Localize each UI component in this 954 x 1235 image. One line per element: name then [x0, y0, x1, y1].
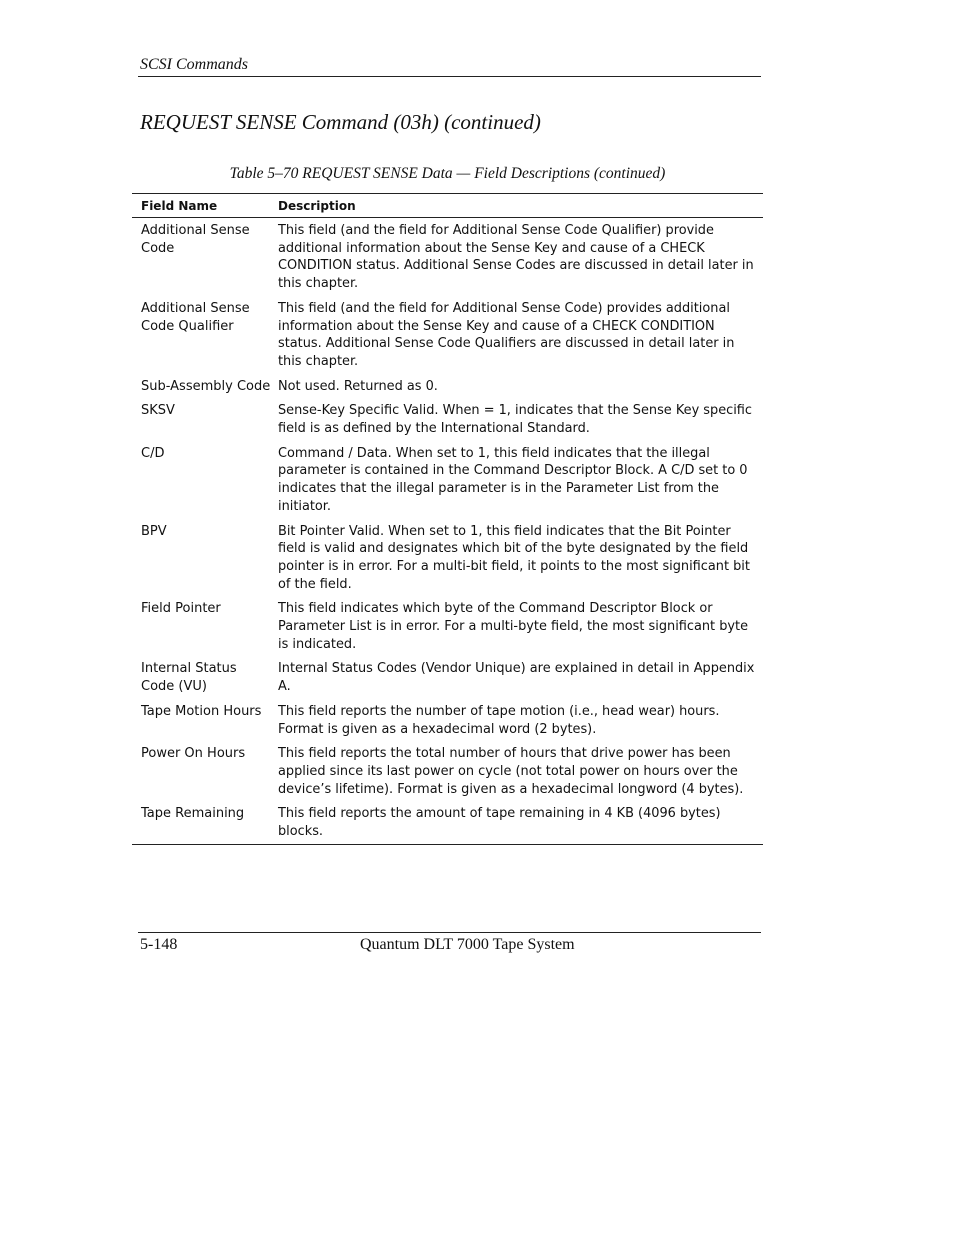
description-cell: This field reports the number of tape motion (i.e., head wear) hours. Format is given as a hexadecimal word (2 bytes). — [278, 703, 720, 737]
table-row — [132, 218, 763, 297]
table-row — [132, 442, 763, 520]
field-name-cell: Field Pointer — [141, 601, 221, 617]
table-caption: Table 5–70 REQUEST SENSE Data — Field Descriptions (continued) — [229, 165, 666, 182]
field-name-cell: C/D — [141, 445, 165, 461]
field-name-cell: Tape Remaining — [132, 802, 278, 844]
table-row — [132, 597, 763, 657]
field-descriptions-table — [132, 193, 763, 845]
description-cell: This field (and the field for Additional Sense Code Qualifier) provide additional information about the Sense Key and cause of a CHECK CONDITION status. Additional Sense Codes are discussed in detail later in this chapter. — [278, 223, 754, 292]
header-rule — [138, 76, 761, 77]
page-number: 5-148 — [140, 936, 178, 953]
field-name-cell: Additional Sense Code Qualifier — [141, 300, 250, 334]
table-row — [132, 802, 763, 844]
table-row — [132, 375, 763, 400]
column-header-field-name: Field Name — [132, 194, 278, 218]
table-header-row — [132, 194, 763, 218]
field-name-cell: Additional Sense Code — [141, 223, 250, 256]
field-name-cell: BPV — [141, 523, 167, 539]
table-row — [132, 520, 763, 598]
field-name-cell: Power On Hours — [141, 746, 246, 762]
section-title: REQUEST SENSE Command (03h) (continued) — [140, 110, 541, 134]
table-row — [132, 742, 763, 802]
description-cell: Command / Data. When set to 1, this field indicates that the illegal parameter is contained in the Command Descriptor Block. A C/D set to 0 indicates that the illegal parameter is in the Parameter List from the initiator. — [278, 445, 748, 514]
description-cell: Sense-Key Specific Valid. When = 1, indicates that the Sense Key specific field is as defined by the International Standard. — [278, 403, 753, 437]
description-cell: Bit Pointer Valid. When set to 1, this field indicates that the Bit Pointer field is valid and designates which bit of the byte designated by the field pointer is in error. For a multi-bit field, it points to the most significant bit of the field. — [278, 523, 750, 592]
document-title: Quantum DLT 7000 Tape System — [360, 936, 575, 953]
table-row — [132, 297, 763, 375]
table-row — [132, 657, 763, 699]
description-cell: This field indicates which byte of the Command Descriptor Block or Parameter List is in error. For a multi-byte field, the most significant byte is indicated. — [278, 601, 749, 652]
description-cell: Internal Status Codes (Vendor Unique) are explained in detail in Appendix A. — [278, 661, 755, 695]
description-cell: Not used. Returned as 0. — [278, 378, 438, 394]
field-name-cell: Sub-Assembly Code — [141, 378, 271, 394]
field-name-cell: Internal Status Code (VU) — [141, 661, 237, 695]
running-head: SCSI Commands — [140, 56, 249, 73]
table-row — [132, 700, 763, 742]
description-cell: This field (and the field for Additional Sense Code) provides additional information about the Sense Key and cause of a CHECK CONDITION status. Additional Sense Code Qualifiers are discussed in detail later in this chapter. — [278, 300, 735, 369]
footer-rule — [138, 932, 761, 933]
table-row — [132, 399, 763, 441]
field-name-cell: SKSV — [141, 403, 175, 419]
description-cell: This field reports the total number of hours that drive power has been applied since its last power on cycle (not total power on hours over the device’s lifetime). Format is given as a hexadecimal longword (4 bytes). — [278, 746, 744, 797]
column-header-description: Description — [278, 194, 763, 218]
field-name-cell: Tape Motion Hours — [141, 703, 262, 719]
field-descriptions-table-container — [132, 193, 763, 845]
description-cell: This field reports the amount of tape remaining in 4 KB (4096 bytes) blocks. — [278, 802, 763, 844]
